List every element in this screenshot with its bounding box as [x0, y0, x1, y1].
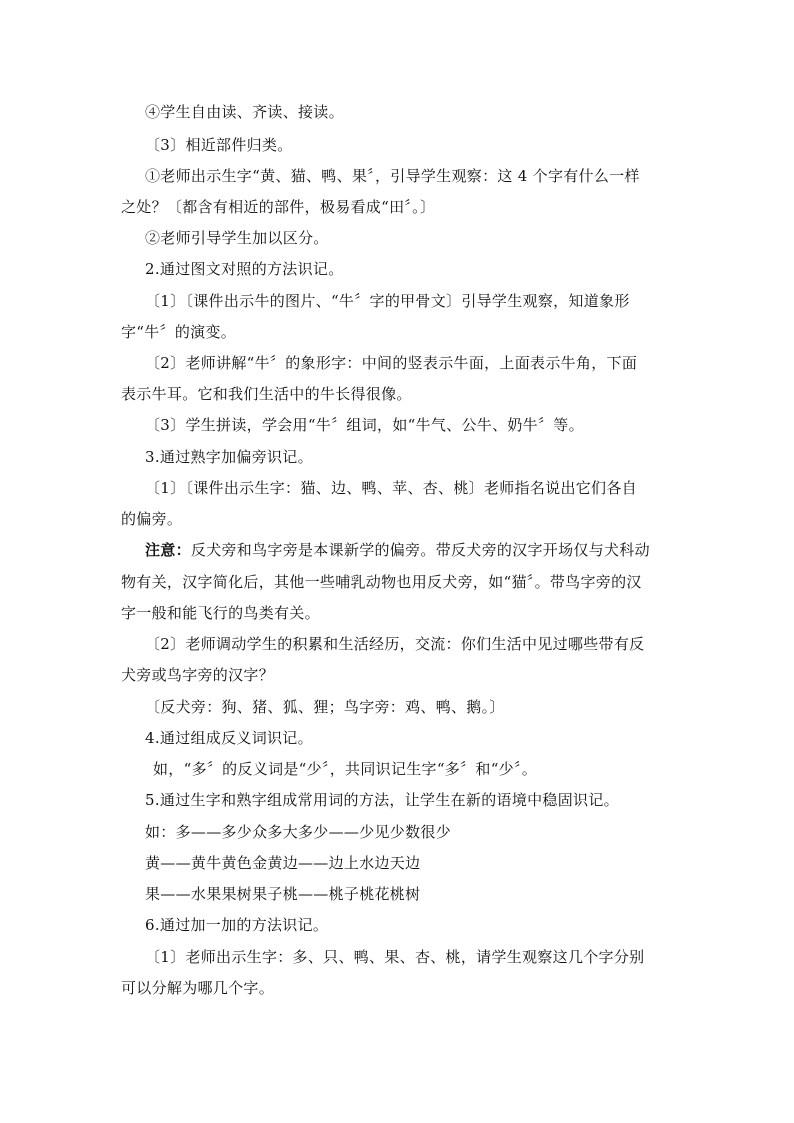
text-line: 物有关，汉字简化后，其他一些哺乳动物也用反犬旁，如“猫〞。带鸟字旁的汉 — [121, 573, 642, 591]
section-heading: 3.通过熟字加偏旁识记。 — [145, 448, 313, 466]
section-heading: 5.通过生字和熟字组成常用词的方法，让学生在新的语境中稳固识记。 — [145, 791, 619, 809]
section-heading: 6.通过加一加的方法识记。 — [145, 916, 329, 934]
note-paragraph-line — [145, 540, 650, 560]
text-line: 〔1〕〔课件出示牛的图片、“牛〞字的甲骨文〕引导学生观察，知道象形 — [145, 292, 630, 310]
text-line: 之处？〔都含有相近的部件，极易看成“田〞。〕 — [121, 198, 436, 216]
text-line: 黄——黄牛黄色金黄边——边上水边天边 — [145, 854, 421, 872]
text-line: 可以分解为哪几个字。 — [121, 979, 275, 997]
text-line: 〔3〕相近部件归类。 — [145, 136, 293, 154]
text-line: 〔2〕老师讲解“牛〞的象形字：中间的竖表示牛面，上面表示牛角，下面 — [145, 354, 638, 372]
text-line: 字“牛〞的演变。 — [121, 323, 237, 341]
text-line: 如：多——多少众多大多少——少见少数很少 — [145, 823, 452, 841]
text-line: 表示牛耳。它和我们生活中的牛长得很像。 — [121, 385, 412, 403]
section-heading: 2.通过图文对照的方法识记。 — [145, 260, 344, 278]
text-line: 〔2〕老师调动学生的积累和生活经历，交流：你们生活中见过哪些带有反 — [145, 635, 645, 653]
text-line: ②老师引导学生加以区分。 — [145, 229, 329, 247]
text-line: 字一般和能飞行的鸟类有关。 — [121, 604, 320, 622]
note-label: 注意： — [145, 541, 191, 559]
text-line: 果——水果果树果子桃——桃子桃花桃树 — [145, 885, 421, 903]
text-line: 〔1〕〔课件出示生字：猫、边、鸭、苹、杏、桃〕老师指名说出它们各自 — [145, 479, 637, 497]
text-line: 〔反犬旁：狗、猪、狐、狸；鸟字旁：鸡、鸭、鹅。〕 — [145, 698, 505, 716]
text-line: 犬旁或鸟字旁的汉字？ — [121, 666, 275, 684]
text-line: ④学生自由读、齐读、接读。 — [145, 103, 344, 121]
text-line: 〔1〕老师出示生字：多、只、鸭、果、杏、桃，请学生观察这几个字分别 — [145, 948, 645, 966]
text-line: 的偏旁。 — [121, 510, 183, 528]
section-heading: 4.通过组成反义词识记。 — [145, 729, 313, 747]
text-line: ①老师出示生字“黄、猫、鸭、果〞，引导学生观察：这 4 个字有什么一样 — [145, 167, 640, 185]
text-line: 如，“多〞的反义词是“少〞，共同识记生字“多〞和“少〞。 — [153, 760, 538, 778]
note-text: 反犬旁和鸟字旁是本课新学的偏旁。带反犬旁的汉字开场仅与犬科动 — [190, 541, 650, 559]
text-line: 〔3〕学生拼读，学会用“牛〞组词，如“牛气、公牛、奶牛〞等。 — [145, 416, 584, 434]
